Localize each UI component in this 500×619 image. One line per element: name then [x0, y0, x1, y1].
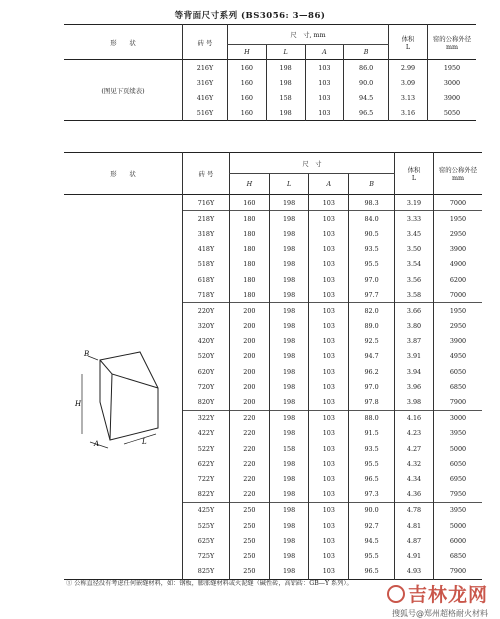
table-cell: 103: [309, 548, 349, 563]
table-cell: 200: [230, 334, 270, 349]
table-cell: 7000: [434, 195, 483, 211]
col-header-shape: 形 状: [110, 170, 136, 178]
table-cell: 716Y: [183, 195, 230, 211]
table-cell: 198: [269, 349, 309, 364]
table-cell: 1950: [434, 211, 483, 227]
table-cell: 198: [269, 211, 309, 227]
table-cell: 198: [269, 502, 309, 518]
table-cell: 3900: [434, 334, 483, 349]
table-cell: 6050: [434, 364, 483, 379]
table-cell: 198: [269, 410, 309, 426]
table-cell: 198: [266, 75, 305, 90]
table-cell: 160: [228, 90, 267, 105]
table-cell: 103: [309, 242, 349, 257]
table-cell: 96.2: [349, 364, 395, 379]
table-cell: 618Y: [183, 272, 230, 287]
table-cell: 103: [309, 518, 349, 533]
table-cell: 250: [230, 548, 270, 563]
table-cell: 96.5: [349, 564, 395, 580]
table-cell: 6850: [434, 379, 483, 394]
table-cell: 97.8: [349, 394, 395, 410]
table-cell: 7950: [434, 487, 483, 503]
table-cell: 198: [266, 60, 305, 76]
table-cell: 3900: [428, 90, 477, 105]
col-header-volume: 体积 L: [389, 25, 428, 60]
table-cell: 6050: [434, 456, 483, 471]
table-cell: 96.5: [344, 105, 389, 121]
table-series-160: [64, 24, 476, 121]
table-cell: 93.5: [349, 441, 395, 456]
table-cell: 103: [309, 564, 349, 580]
table-cell: 86.0: [344, 60, 389, 76]
table-cell: 7900: [434, 394, 483, 410]
table-cell: 250: [230, 533, 270, 548]
col-header-shape: 形 状: [110, 38, 136, 47]
table-cell: 200: [230, 303, 270, 319]
table-cell: 322Y: [183, 410, 230, 426]
table-cell: 160: [228, 105, 267, 121]
table-cell: 160: [228, 75, 267, 90]
table-cell: 94.7: [349, 349, 395, 364]
table-cell: 718Y: [183, 287, 230, 303]
table-cell: 822Y: [183, 487, 230, 503]
table-cell: 520Y: [183, 349, 230, 364]
table-cell: 7000: [434, 287, 483, 303]
table-cell: 4.93: [395, 564, 434, 580]
table-cell: 220Y: [183, 303, 230, 319]
table-cell: 103: [309, 456, 349, 471]
table-cell: 198: [269, 272, 309, 287]
table-cell: 5000: [434, 441, 483, 456]
table-cell: 180: [230, 211, 270, 227]
table-cell: 725Y: [183, 548, 230, 563]
table-cell: 103: [309, 487, 349, 503]
table-cell: 103: [309, 502, 349, 518]
table-cell: 3950: [434, 502, 483, 518]
table-cell: 220: [230, 456, 270, 471]
table-cell: 3.87: [395, 334, 434, 349]
col-header-volume: 体积 L: [395, 153, 434, 195]
table-cell: 620Y: [183, 364, 230, 379]
table-cell: 250: [230, 564, 270, 580]
table-cell: 103: [309, 364, 349, 379]
watermark-source: 搜狐号@郑州超格耐火材料: [392, 609, 488, 618]
table-cell: 89.0: [349, 319, 395, 334]
table-cell: 90.0: [349, 502, 395, 518]
table-cell: 198: [269, 564, 309, 580]
table-cell: 95.5: [349, 548, 395, 563]
table-cell: 218Y: [183, 211, 230, 227]
page-title: 等背面尺寸系列 (BS3056: 3—86): [174, 11, 326, 21]
table-cell: 3.50: [395, 242, 434, 257]
table-cell: 3900: [434, 242, 483, 257]
table-cell: 6950: [434, 471, 483, 486]
table-cell: 198: [269, 487, 309, 503]
table-cell: 103: [309, 334, 349, 349]
table-cell: 103: [305, 60, 344, 76]
table-cell: 420Y: [183, 334, 230, 349]
table-cell: 198: [269, 533, 309, 548]
table-cell: 3.91: [395, 349, 434, 364]
table-cell: 220: [230, 426, 270, 441]
table-cell: 198: [269, 518, 309, 533]
table-cell: 200: [230, 379, 270, 394]
table-cell: 820Y: [183, 394, 230, 410]
table-cell: 103: [309, 272, 349, 287]
table-cell: 94.5: [344, 90, 389, 105]
table-cell: 88.0: [349, 410, 395, 426]
table-cell: 625Y: [183, 533, 230, 548]
table-cell: 525Y: [183, 518, 230, 533]
sub-header-a: A: [305, 45, 344, 60]
table-cell: 103: [309, 394, 349, 410]
table-cell: 103: [309, 426, 349, 441]
table-cell: 103: [309, 410, 349, 426]
table-cell: 250: [230, 518, 270, 533]
table-cell: 103: [309, 471, 349, 486]
table-cell: 198: [269, 195, 309, 211]
table-cell: 198: [269, 548, 309, 563]
col-header-brick: 砖 号: [183, 153, 230, 195]
table-cell: 200: [230, 319, 270, 334]
table-cell: 4.34: [395, 471, 434, 486]
table-cell: 103: [305, 105, 344, 121]
table-cell: 198: [269, 226, 309, 241]
table-cell: 103: [309, 533, 349, 548]
table-cell: 103: [305, 75, 344, 90]
table-cell: 103: [309, 257, 349, 272]
table-cell: 6200: [434, 272, 483, 287]
table-cell: 422Y: [183, 426, 230, 441]
table-cell: 3.54: [395, 257, 434, 272]
table-cell: 3950: [434, 426, 483, 441]
sub-header-b: B: [349, 174, 395, 195]
table-cell: 318Y: [183, 226, 230, 241]
table-cell: 95.5: [349, 456, 395, 471]
table-cell: 2950: [434, 226, 483, 241]
table-cell: 622Y: [183, 456, 230, 471]
table-cell: 516Y: [183, 105, 228, 121]
table-cell: 82.0: [349, 303, 395, 319]
table-cell: 198: [269, 394, 309, 410]
table-cell: 97.0: [349, 379, 395, 394]
table-cell: 6850: [434, 548, 483, 563]
table-cell: 220: [230, 410, 270, 426]
table-cell: 92.5: [349, 334, 395, 349]
table-cell: 316Y: [183, 75, 228, 90]
sub-header-l: L: [269, 174, 309, 195]
table-cell: 3.13: [389, 90, 428, 105]
table-cell: 3.33: [395, 211, 434, 227]
col-header-dims: 尺 寸, mm: [228, 25, 389, 45]
table-cell: 180: [230, 242, 270, 257]
table-cell: 91.5: [349, 426, 395, 441]
table-cell: 103: [309, 319, 349, 334]
table-cell: 200: [230, 394, 270, 410]
table-cell: 198: [269, 364, 309, 379]
table-cell: 180: [230, 226, 270, 241]
sub-header-l: L: [266, 45, 305, 60]
table-cell: 3.80: [395, 319, 434, 334]
table-cell: 103: [305, 90, 344, 105]
table-cell: 4.32: [395, 456, 434, 471]
table-cell: 84.0: [349, 211, 395, 227]
sub-header-b: B: [344, 45, 389, 60]
table-cell: 158: [269, 441, 309, 456]
table-cell: 198: [269, 303, 309, 319]
label-h: H: [75, 400, 82, 408]
table-row: [64, 60, 476, 76]
table-cell: 3000: [434, 410, 483, 426]
table-cell: 3.19: [395, 195, 434, 211]
shape-note: (图见下页续表): [101, 86, 145, 95]
label-a: A: [94, 440, 100, 448]
sub-header-a: A: [309, 174, 349, 195]
table-cell: 3.94: [395, 364, 434, 379]
table-cell: 3.45: [395, 226, 434, 241]
table-cell: 198: [269, 379, 309, 394]
table-row: [64, 195, 482, 211]
table-cell: 220: [230, 441, 270, 456]
table-cell: 200: [230, 364, 270, 379]
table-cell: 160: [230, 195, 270, 211]
table-cell: 4.91: [395, 548, 434, 563]
table-cell: 416Y: [183, 90, 228, 105]
table-cell: 4900: [434, 257, 483, 272]
table-cell: 720Y: [183, 379, 230, 394]
table-cell: 4.23: [395, 426, 434, 441]
table-cell: 94.5: [349, 533, 395, 548]
table-cell: 198: [269, 426, 309, 441]
table-cell: 1950: [428, 60, 477, 76]
table-cell: 6000: [434, 533, 483, 548]
table-cell: 3.66: [395, 303, 434, 319]
table-cell: 4.87: [395, 533, 434, 548]
table-cell: 2950: [434, 319, 483, 334]
table-cell: 90.5: [349, 226, 395, 241]
col-header-kiln: 窑的公称外径 mm: [434, 153, 483, 195]
table-cell: 103: [309, 226, 349, 241]
table-cell: 320Y: [183, 319, 230, 334]
table-cell: 250: [230, 502, 270, 518]
table-cell: 160: [228, 60, 267, 76]
table-cell: 3.16: [389, 105, 428, 121]
table-cell: 3.96: [395, 379, 434, 394]
table-cell: 180: [230, 287, 270, 303]
table-cell: 825Y: [183, 564, 230, 580]
table-cell: 5050: [428, 105, 477, 121]
table-cell: 98.3: [349, 195, 395, 211]
table-cell: 180: [230, 257, 270, 272]
table-cell: 103: [309, 379, 349, 394]
table-cell: 1950: [434, 303, 483, 319]
table-cell: 4950: [434, 349, 483, 364]
table-cell: 3.56: [395, 272, 434, 287]
sub-header-h: H: [230, 174, 270, 195]
watermark-brand: 吉林龙网: [387, 580, 488, 607]
brick-shape-diagram: [72, 330, 172, 450]
watermark: [387, 580, 488, 619]
col-header-dims: 尺 寸: [230, 153, 395, 174]
table-cell: 92.7: [349, 518, 395, 533]
table-cell: 103: [309, 287, 349, 303]
table-cell: 97.7: [349, 287, 395, 303]
table-cell: 3.09: [389, 75, 428, 90]
table-cell: 96.5: [349, 471, 395, 486]
table-cell: 418Y: [183, 242, 230, 257]
table-cell: 90.0: [344, 75, 389, 90]
col-header-kiln: 窑的公称外径 mm: [428, 25, 477, 60]
table-cell: 4.78: [395, 502, 434, 518]
table-cell: 7900: [434, 564, 483, 580]
col-header-brick: 砖 号: [183, 25, 228, 60]
table-cell: 93.5: [349, 242, 395, 257]
table-cell: 4.16: [395, 410, 434, 426]
table-cell: 220: [230, 487, 270, 503]
sub-header-h: H: [228, 45, 267, 60]
table-cell: 2.99: [389, 60, 428, 76]
table-cell: 103: [309, 211, 349, 227]
table-cell: 216Y: [183, 60, 228, 76]
table-cell: 103: [309, 195, 349, 211]
footnote: ① 公称直径没有考虑任何嵌缝材料，如：钢板，膨胀缝材料或火泥缝（碱性砖，高铝砖：GB—Y 系列）。: [66, 580, 353, 587]
table-cell: 4.36: [395, 487, 434, 503]
table-cell: 97.3: [349, 487, 395, 503]
table-cell: 722Y: [183, 471, 230, 486]
table-cell: 97.0: [349, 272, 395, 287]
table-cell: 103: [309, 441, 349, 456]
table-cell: 3.98: [395, 394, 434, 410]
logo-icon: [387, 585, 405, 603]
table-cell: 198: [266, 105, 305, 121]
label-b: B: [84, 350, 90, 358]
table-cell: 158: [266, 90, 305, 105]
table-cell: 200: [230, 349, 270, 364]
table-cell: 198: [269, 257, 309, 272]
table-cell: 103: [309, 349, 349, 364]
table-cell: 198: [269, 471, 309, 486]
table-cell: 220: [230, 471, 270, 486]
table-cell: 518Y: [183, 257, 230, 272]
table-cell: 180: [230, 272, 270, 287]
table-cell: 103: [309, 303, 349, 319]
table-cell: 4.81: [395, 518, 434, 533]
table-cell: 522Y: [183, 441, 230, 456]
table-cell: 198: [269, 334, 309, 349]
table-cell: 5000: [434, 518, 483, 533]
table-cell: 425Y: [183, 502, 230, 518]
table-cell: 95.5: [349, 257, 395, 272]
table-cell: 198: [269, 319, 309, 334]
table-cell: 3000: [428, 75, 477, 90]
table-cell: 4.27: [395, 441, 434, 456]
table-cell: 198: [269, 242, 309, 257]
table-cell: 3.58: [395, 287, 434, 303]
table-cell: 198: [269, 287, 309, 303]
table-cell: 198: [269, 456, 309, 471]
label-l: L: [142, 438, 147, 446]
